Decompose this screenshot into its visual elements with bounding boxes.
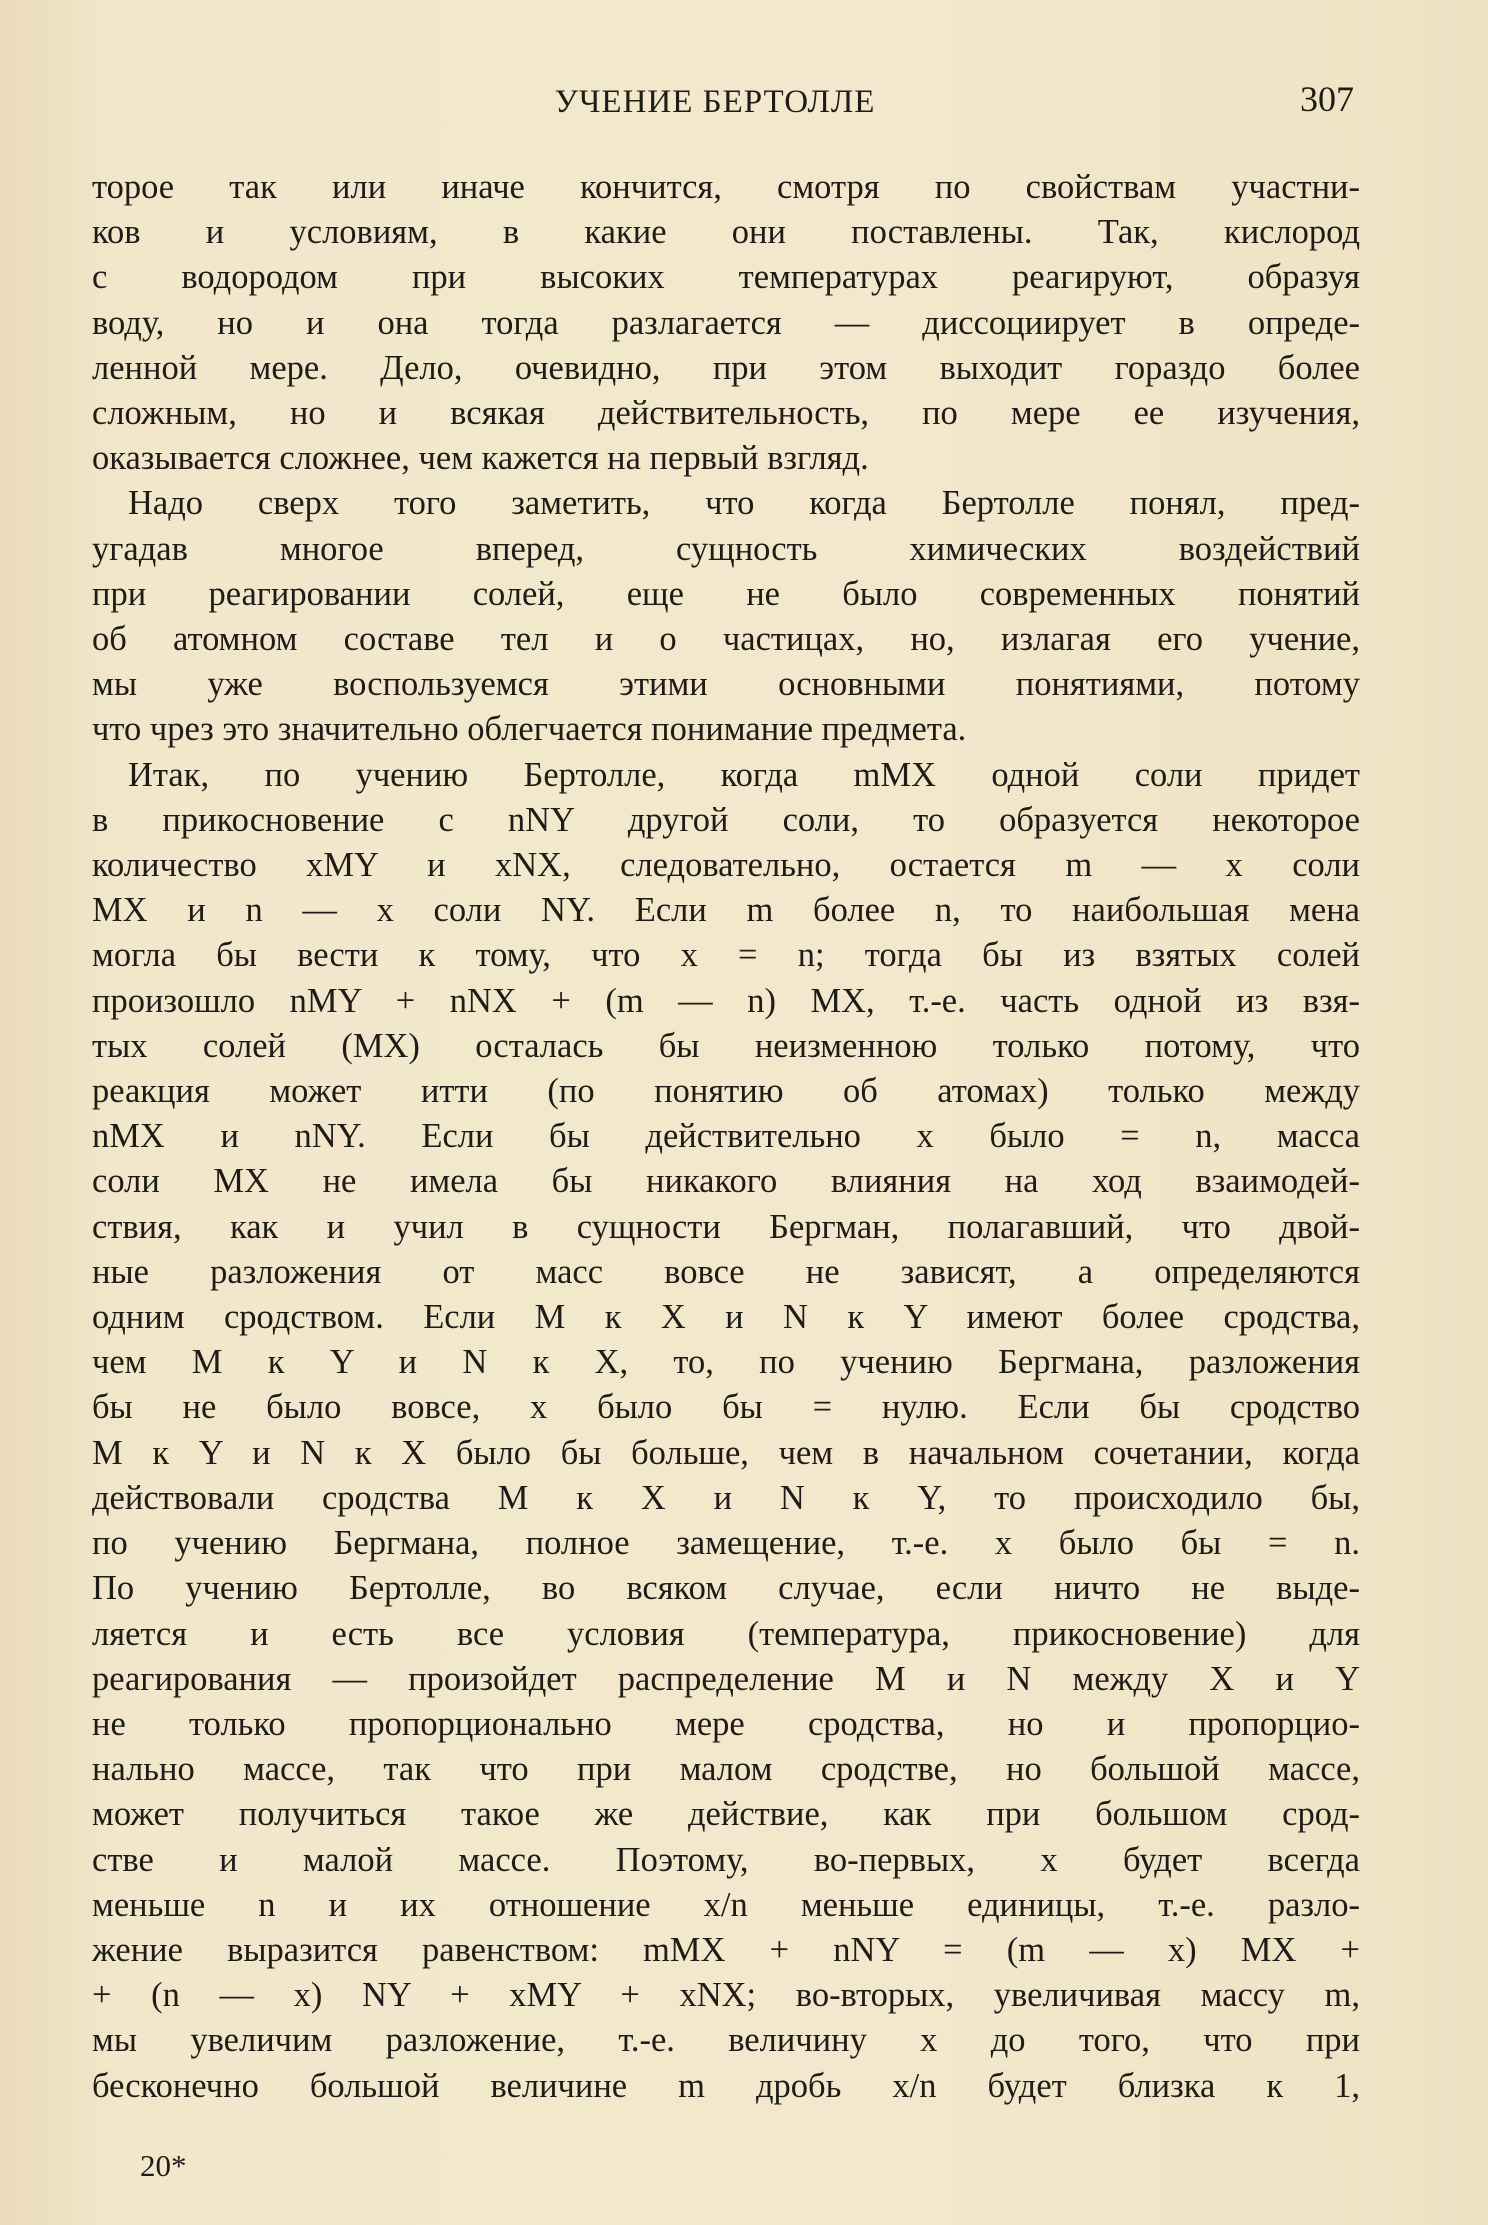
text-line: M к Y и N к X было бы больше, чем в начальном сочетании, когда [92,1433,1360,1472]
text-line: MX и n — x соли NY. Если m более n, то наибольшая мена [92,891,1360,930]
text-line: угадав многое вперед, сущность химических воздействий [92,529,1360,568]
text-line: с водородом при высоких температурах реагируют, образуя [92,258,1360,297]
text-line: мы увеличим разложение, т.-е. величину x до того, что при [92,2021,1360,2060]
text-line: меньше n и их отношение x/n меньше единицы, т.-е. разло- [92,1885,1360,1924]
text-line: не только пропорционально мере сродства, но и пропорцио- [92,1704,1360,1743]
text-line: бесконечно большой величине m дробь x/n будет близка к 1, [92,2066,1360,2105]
text-line: бы не было вовсе, x было бы = нулю. Если бы сродство [92,1388,1360,1427]
page-title: УЧЕНИЕ БЕРТОЛЛЕ [554,84,876,120]
text-line: торое так или иначе кончится, смотря по свойствам участни- [92,168,1360,206]
text-line: стве и малой массе. Поэтому, во-первых, x будет всегда [92,1840,1360,1879]
paragraph-start-line: Надо сверх того заметить, что когда Бертолле понял, пред- [128,484,1360,523]
text-line: ков и условиям, в какие они поставлены. Так, кислород [92,213,1360,252]
paragraph-start-line: Итак, по учению Бертолле, когда mMX одной соли придет [128,755,1360,794]
signature-mark: 20* [140,2148,187,2183]
text-line: чем M к Y и N к X, то, по учению Бергмана, разложения [92,1343,1360,1382]
body-text [92,165,1360,2109]
text-line: + (n — x) NY + xMY + xNX; во-вторых, увеличивая массу m, [92,1976,1360,2015]
running-head [0,78,1488,128]
text-line: ляется и есть все условия (температура, прикосновение) для [92,1614,1360,1653]
text-line: оказывается сложнее, чем кажется на первый взгляд. [92,439,869,478]
text-line: реакция может итти (по понятию об атомах) только между [92,1072,1360,1111]
text-line: мы уже воспользуемся этими основными понятиями, потому [92,665,1360,704]
text-line: при реагировании солей, еще не было современных понятий [92,574,1360,613]
text-line: что чрез это значительно облегчается понимание предмета. [92,710,967,749]
text-line: nMX и nNY. Если бы действительно x было = n, масса [92,1117,1360,1156]
text-line: соли MX не имела бы никакого влияния на ход взаимодей- [92,1162,1360,1201]
text-line: жение выразится равенством: mMX + nNY = (m — x) MX + [92,1930,1360,1969]
text-line: ленной мере. Дело, очевидно, при этом выходит гораздо более [92,348,1360,387]
text-line: реагирования — произойдет распределение M и N между X и Y [92,1659,1360,1698]
text-line: нально массе, так что при малом сродстве, но большой массе, [92,1750,1360,1789]
text-line: действовали сродства M к X и N к Y, то происходило бы, [92,1478,1360,1517]
text-line: в прикосновение с nNY другой соли, то образуется некоторое [92,800,1360,839]
text-line: произошло nMY + nNX + (m — n) MX, т.-е. часть одной из взя- [92,981,1360,1020]
text-line: тых солей (MX) осталась бы неизменною только потому, что [92,1026,1360,1065]
page-number: 307 [1300,79,1354,119]
text-line: по учению Бергмана, полное замещение, т.-е. x было бы = n. [92,1524,1360,1563]
text-line: сложным, но и всякая действительность, по мере ее изучения, [92,394,1360,433]
text-line: воду, но и она тогда разлагается — диссоциирует в опреде- [92,303,1360,342]
text-line: одним сродством. Если M к X и N к Y имеют более сродства, [92,1298,1360,1337]
text-line: об атомном составе тел и о частицах, но, излагая его учение, [92,620,1360,659]
text-line: количество xMY и xNX, следовательно, остается m — x соли [92,846,1360,885]
text-line: ствия, как и учил в сущности Бергман, полагавший, что двой- [92,1207,1360,1246]
text-line: ные разложения от масс вовсе не зависят, а определяются [92,1252,1360,1291]
text-line: могла бы вести к тому, что x = n; тогда бы из взятых солей [92,936,1360,975]
text-line: По учению Бертолле, во всяком случае, если ничто не выде- [92,1569,1360,1608]
text-line: может получиться такое же действие, как при большом срод- [92,1795,1360,1834]
